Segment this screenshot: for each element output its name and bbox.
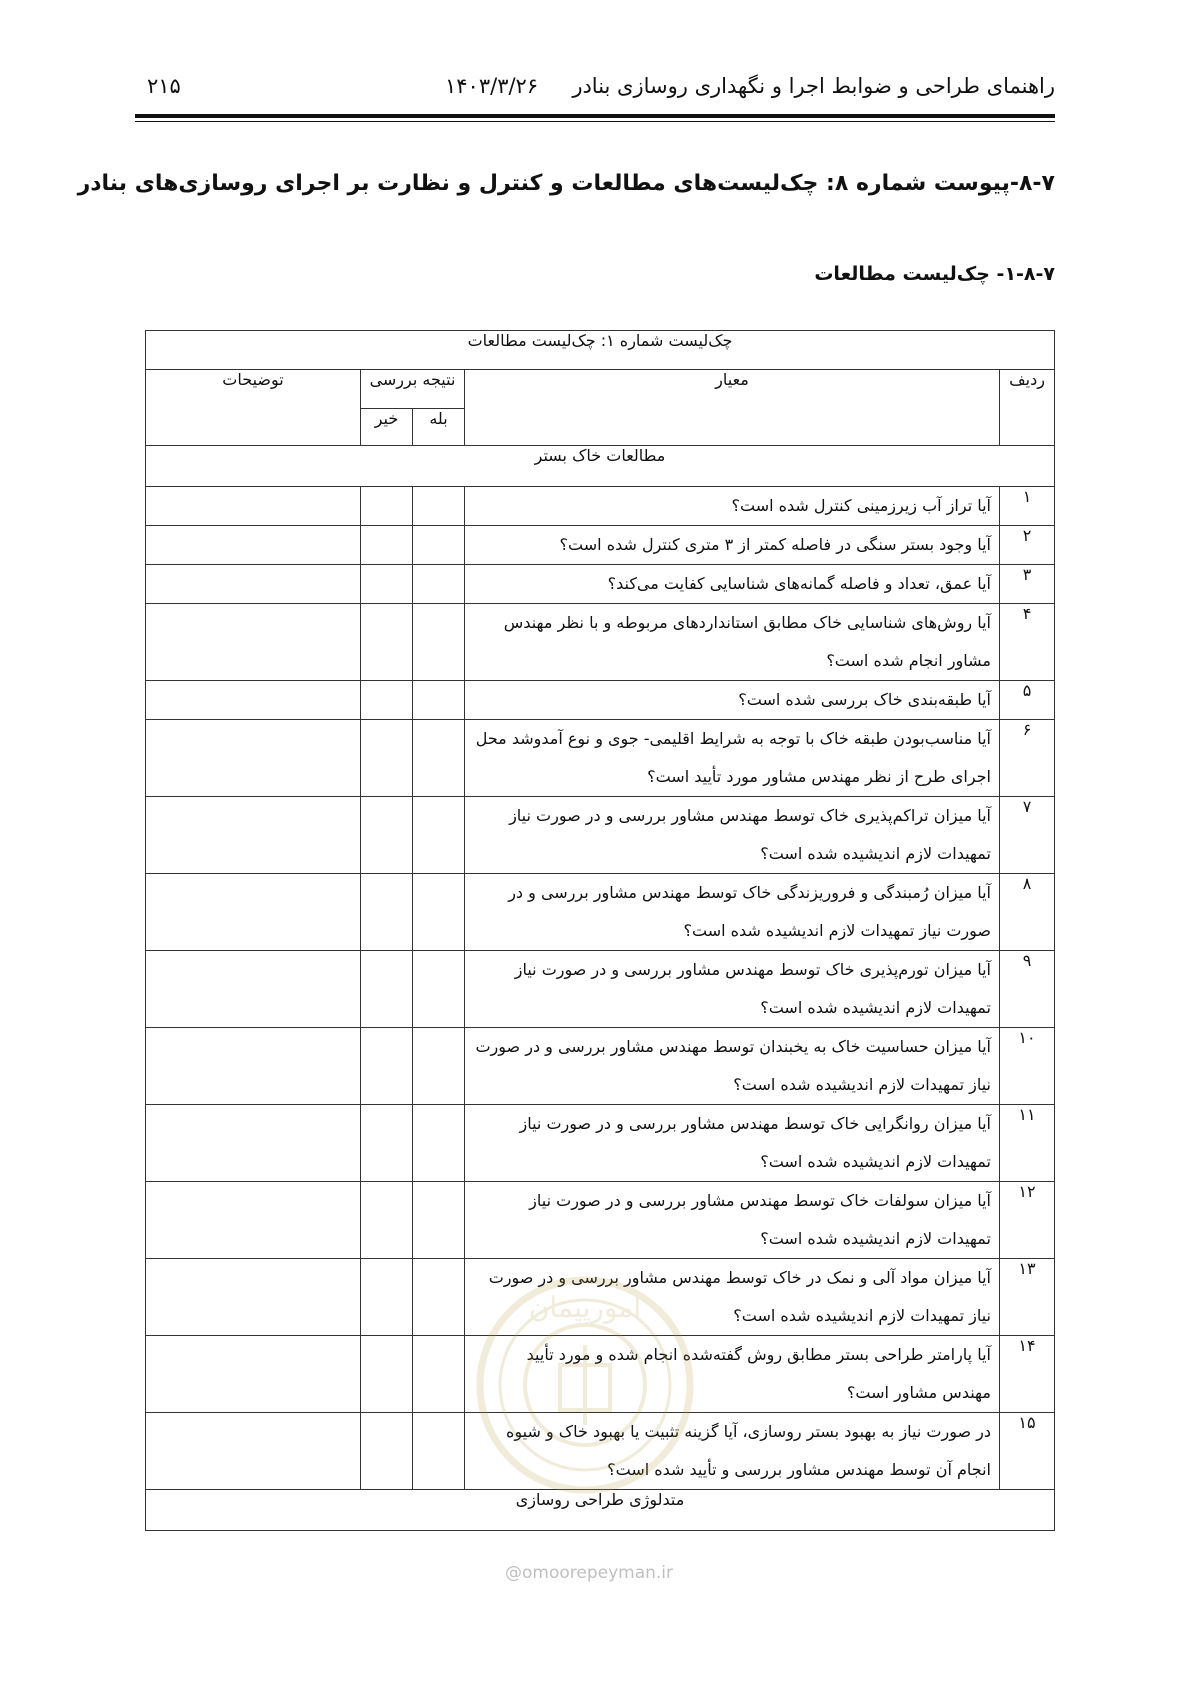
row-notes-cell	[146, 681, 361, 720]
row-notes-cell	[146, 797, 361, 874]
row-no-cell	[361, 1028, 413, 1105]
table-row	[146, 1028, 1055, 1105]
row-yes-cell	[413, 1182, 465, 1259]
row-no-cell	[361, 874, 413, 951]
row-notes-cell	[146, 1336, 361, 1413]
row-number: ۴	[1000, 604, 1055, 681]
table-row	[146, 1182, 1055, 1259]
header-yes: بله	[413, 409, 465, 446]
row-notes-cell	[146, 1413, 361, 1490]
row-number: ۲	[1000, 526, 1055, 565]
row-yes-cell	[413, 1028, 465, 1105]
row-yes-cell	[413, 1259, 465, 1336]
row-yes-cell	[413, 1413, 465, 1490]
row-no-cell	[361, 487, 413, 526]
section-title: ۸-۷-پیوست شماره ۸: چک‌لیست‌های مطالعات و کنترل و نظارت بر اجرای روسازی‌های بنادر	[77, 171, 1055, 196]
table-row	[146, 565, 1055, 604]
row-yes-cell	[413, 797, 465, 874]
row-no-cell	[361, 565, 413, 604]
row-number: ۵	[1000, 681, 1055, 720]
row-no-cell	[361, 797, 413, 874]
svg-text:امورپیمان: امورپیمان	[528, 1291, 642, 1324]
row-no-cell	[361, 1413, 413, 1490]
table-row	[146, 797, 1055, 874]
row-no-cell	[361, 604, 413, 681]
row-yes-cell	[413, 720, 465, 797]
table-row	[146, 1413, 1055, 1490]
row-notes-cell	[146, 1259, 361, 1336]
row-notes-cell	[146, 487, 361, 526]
page-header	[135, 74, 1055, 108]
row-no-cell	[361, 681, 413, 720]
row-criterion: آیا میزان روانگرایی خاک توسط مهندس مشاور بررسی و در صورت نیاز تمهیدات لازم اندیشیده شده است؟	[465, 1105, 1000, 1182]
row-number: ۹	[1000, 951, 1055, 1028]
table-row	[146, 874, 1055, 951]
row-criterion: آیا میزان تورم‌پذیری خاک توسط مهندس مشاور بررسی و در صورت نیاز تمهیدات لازم اندیشیده شده است؟	[465, 951, 1000, 1028]
table-row	[146, 1259, 1055, 1336]
row-yes-cell	[413, 1105, 465, 1182]
table-row	[146, 1336, 1055, 1413]
row-no-cell	[361, 1336, 413, 1413]
row-criterion: آیا وجود بستر سنگی در فاصله کمتر از ۳ متری کنترل شده است؟	[465, 526, 1000, 565]
row-number: ۱۵	[1000, 1413, 1055, 1490]
row-notes-cell	[146, 951, 361, 1028]
table-row	[146, 720, 1055, 797]
row-criterion: آیا روش‌های شناسایی خاک مطابق استانداردهای مربوطه و با نظر مهندس مشاور انجام شده است؟	[465, 604, 1000, 681]
row-criterion: در صورت نیاز به بهبود بستر روسازی، آیا گزینه تثبیت یا بهبود خاک و شیوه انجام آن توسط مهندس مشاور بررسی و تأیید شده است؟	[465, 1413, 1000, 1490]
row-criterion: آیا مناسب‌بودن طبقه خاک با توجه به شرایط اقلیمی- جوی و نوع آمدوشد محل اجرای طرح از نظر مهندس مشاور مورد تأیید است؟	[465, 720, 1000, 797]
row-criterion: آیا پارامتر طراحی بستر مطابق روش گفته‌شده انجام شده و مورد تأیید مهندس مشاور است؟	[465, 1336, 1000, 1413]
row-notes-cell	[146, 604, 361, 681]
row-no-cell	[361, 1105, 413, 1182]
row-no-cell	[361, 526, 413, 565]
table-caption: چک‌لیست شماره ۱: چک‌لیست مطالعات	[146, 331, 1055, 370]
row-number: ۶	[1000, 720, 1055, 797]
header-criterion: معیار	[465, 370, 1000, 446]
row-notes-cell	[146, 1182, 361, 1259]
document-date: ۱۴۰۳/۳/۲۶	[445, 74, 539, 98]
header-notes: توضیحات	[146, 370, 361, 446]
row-notes-cell	[146, 565, 361, 604]
table-row	[146, 951, 1055, 1028]
header-result: نتیجه بررسی	[361, 370, 465, 409]
header-rule-thin	[135, 121, 1055, 122]
row-yes-cell	[413, 604, 465, 681]
row-no-cell	[361, 720, 413, 797]
page-number: ۲۱۵	[147, 74, 181, 98]
row-notes-cell	[146, 1105, 361, 1182]
row-number: ۱۰	[1000, 1028, 1055, 1105]
row-no-cell	[361, 951, 413, 1028]
row-yes-cell	[413, 874, 465, 951]
table-row	[146, 604, 1055, 681]
row-criterion: آیا طبقه‌بندی خاک بررسی شده است؟	[465, 681, 1000, 720]
subsection-title: ۱-۸-۷- چک‌لیست مطالعات	[814, 263, 1055, 285]
row-criterion: آیا میزان رُمبندگی و فروریزندگی خاک توسط مهندس مشاور بررسی و در صورت نیاز تمهیدات لازم اندیشیده شده است؟	[465, 874, 1000, 951]
row-notes-cell	[146, 1028, 361, 1105]
table-row	[146, 526, 1055, 565]
row-criterion: آیا میزان تراکم‌پذیری خاک توسط مهندس مشاور بررسی و در صورت نیاز تمهیدات لازم اندیشیده شده است؟	[465, 797, 1000, 874]
row-yes-cell	[413, 681, 465, 720]
document-title: راهنمای طراحی و ضوابط اجرا و نگهداری روسازی بنادر	[572, 74, 1055, 98]
row-number: ۳	[1000, 565, 1055, 604]
row-number: ۱۴	[1000, 1336, 1055, 1413]
row-notes-cell	[146, 526, 361, 565]
table-row	[146, 1105, 1055, 1182]
row-number: ۱۲	[1000, 1182, 1055, 1259]
row-notes-cell	[146, 720, 361, 797]
row-criterion: آیا میزان حساسیت خاک به یخبندان توسط مهندس مشاور بررسی و در صورت نیاز تمهیدات لازم اندیشیده شده است؟	[465, 1028, 1000, 1105]
table-row	[146, 487, 1055, 526]
row-number: ۱	[1000, 487, 1055, 526]
row-number: ۷	[1000, 797, 1055, 874]
section-row	[146, 446, 1055, 487]
row-yes-cell	[413, 1336, 465, 1413]
table-header-row	[146, 370, 1055, 409]
row-yes-cell	[413, 526, 465, 565]
checklist-table	[145, 330, 1055, 1531]
row-criterion: آیا عمق، تعداد و فاصله گمانه‌های شناسایی کفایت می‌کند؟	[465, 565, 1000, 604]
section-heading: متدلوژی طراحی روسازی	[146, 1490, 1055, 1531]
row-notes-cell	[146, 874, 361, 951]
row-no-cell	[361, 1182, 413, 1259]
row-criterion: آیا میزان مواد آلی و نمک در خاک توسط مهندس مشاور بررسی و در صورت نیاز تمهیدات لازم اندیشیده شده است؟	[465, 1259, 1000, 1336]
row-number: ۱۳	[1000, 1259, 1055, 1336]
table-row	[146, 681, 1055, 720]
row-yes-cell	[413, 951, 465, 1028]
watermark-text: @omoorepeyman.ir	[505, 1563, 674, 1583]
header-rule-thick	[135, 114, 1055, 118]
header-no: خیر	[361, 409, 413, 446]
row-yes-cell	[413, 487, 465, 526]
table-caption-row	[146, 331, 1055, 370]
row-criterion: آیا تراز آب زیرزمینی کنترل شده است؟	[465, 487, 1000, 526]
row-yes-cell	[413, 565, 465, 604]
row-number: ۱۱	[1000, 1105, 1055, 1182]
section-heading: مطالعات خاک بستر	[146, 446, 1055, 487]
row-number: ۸	[1000, 874, 1055, 951]
row-no-cell	[361, 1259, 413, 1336]
header-row-no: ردیف	[1000, 370, 1055, 446]
section-row	[146, 1490, 1055, 1531]
row-criterion: آیا میزان سولفات خاک توسط مهندس مشاور بررسی و در صورت نیاز تمهیدات لازم اندیشیده شده است؟	[465, 1182, 1000, 1259]
